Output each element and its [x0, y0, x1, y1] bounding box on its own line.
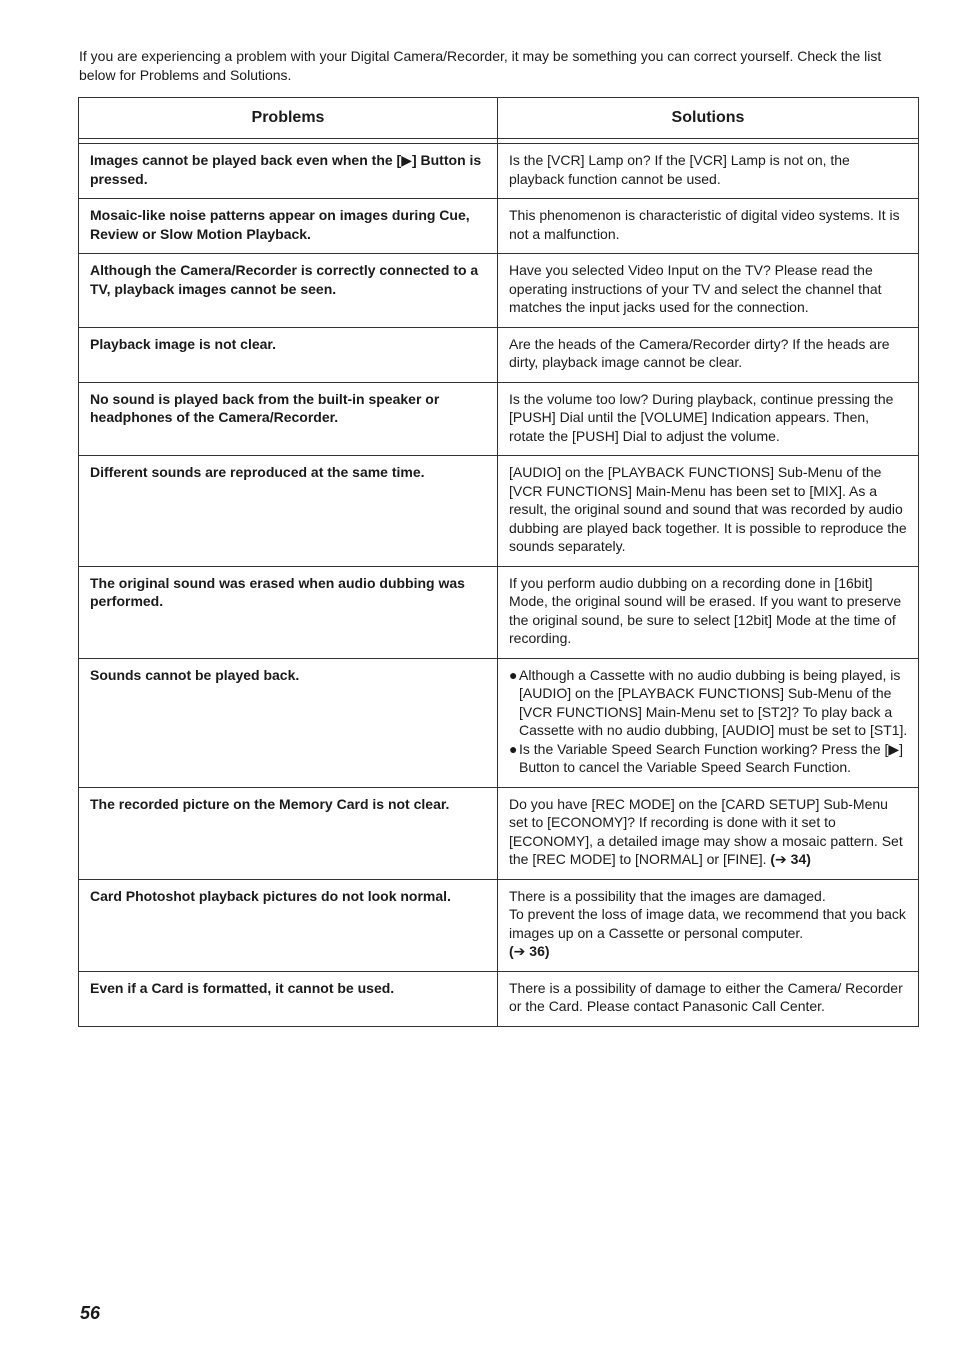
solution-cell: [AUDIO] on the [PLAYBACK FUNCTIONS] Sub-Menu of the [VCR FUNCTIONS] Main-Menu has been set to [MIX]. As a result, the original sound and sound that was recorded by audio dubbing are played back together. It is possible to reproduce the sounds separately. — [498, 456, 919, 567]
solution-cell — [498, 879, 919, 971]
solution-text: There is a possibility that the images are damaged. — [509, 887, 826, 904]
problems-solutions-table — [78, 97, 919, 1027]
table-row — [79, 658, 919, 787]
solution-bullet-item — [509, 666, 908, 740]
solution-cell: There is a possibility of damage to either the Camera/ Recorder or the Card. Please contact Panasonic Call Center. — [498, 971, 919, 1026]
table-row — [79, 254, 919, 328]
solution-cell: Have you selected Video Input on the TV? Please read the operating instructions of your TV and select the channel that matches the input jacks used for the connection. — [498, 254, 919, 328]
table-row — [79, 566, 919, 658]
problems-header: Problems — [79, 98, 498, 139]
table-row — [79, 199, 919, 254]
problem-cell: Mosaic-like noise patterns appear on images during Cue, Review or Slow Motion Playback. — [79, 199, 498, 254]
problem-cell: Sounds cannot be played back. — [79, 658, 498, 787]
problem-cell: Playback image is not clear. — [79, 327, 498, 382]
page-reference: (➔ 36) — [509, 943, 550, 959]
problem-cell: Card Photoshot playback pictures do not look normal. — [79, 879, 498, 971]
problem-cell: The recorded picture on the Memory Card is not clear. — [79, 787, 498, 879]
solution-cell: Are the heads of the Camera/Recorder dirty? If the heads are dirty, playback image cannot be clear. — [498, 327, 919, 382]
solution-cell: If you perform audio dubbing on a recording done in [16bit] Mode, the original sound will be erased. If you want to preserve the original sound, be sure to select [12bit] Mode at the time of recording. — [498, 566, 919, 658]
problem-cell: Even if a Card is formatted, it cannot be used. — [79, 971, 498, 1026]
solution-bullet-text: Is the Variable Speed Search Function working? Press the [▶] Button to cancel the Variable Speed Search Function. — [519, 740, 904, 775]
problem-cell: The original sound was erased when audio dubbing was performed. — [79, 566, 498, 658]
bullet-icon: ● — [509, 666, 518, 683]
problem-cell: Images cannot be played back even when the [▶] Button is pressed. — [79, 144, 498, 199]
table-row — [79, 971, 919, 1026]
solution-text: Do you have [REC MODE] on the [CARD SETUP] Sub-Menu set to [ECONOMY]? If recording is done with it set to [ECONOMY], a detailed image may show a mosaic pattern. Set the [REC MODE] to [NORMAL] or [FINE]. — [509, 795, 903, 867]
table-row — [79, 787, 919, 879]
table-row — [79, 327, 919, 382]
intro-paragraph: If you are experiencing a problem with your Digital Camera/Recorder, it may be something you can correct yourself. Check the list below for Problems and Solutions. — [79, 48, 882, 83]
solution-bullet-text: Although a Cassette with no audio dubbing is being played, is [AUDIO] on the [PLAYBACK FUNCTIONS] Sub-Menu of the [VCR FUNCTIONS] Main-Menu set to [ST2]? To play back a Cassette with no audio dubbing, [AUDIO] must be set to [ST1]. — [519, 666, 908, 738]
table-header-row — [79, 98, 919, 139]
solution-bullet-item — [509, 740, 908, 777]
problem-cell: Different sounds are reproduced at the same time. — [79, 456, 498, 567]
solution-cell: This phenomenon is characteristic of digital video systems. It is not a malfunction. — [498, 199, 919, 254]
solution-text: To prevent the loss of image data, we recommend that you back images up on a Cassette or personal computer. — [509, 906, 906, 941]
problem-cell: Although the Camera/Recorder is correctly connected to a TV, playback images cannot be seen. — [79, 254, 498, 328]
page-number: 56 — [80, 1303, 101, 1323]
solution-bullet-list — [509, 666, 908, 777]
problem-cell: No sound is played back from the built-in speaker or headphones of the Camera/Recorder. — [79, 382, 498, 456]
solution-cell: Is the volume too low? During playback, continue pressing the [PUSH] Dial until the [VOLUME] Indication appears. Then, rotate the [PUSH] Dial to adjust the volume. — [498, 382, 919, 456]
table-row — [79, 456, 919, 567]
solution-cell: Is the [VCR] Lamp on? If the [VCR] Lamp is not on, the playback function cannot be used. — [498, 144, 919, 199]
solution-cell — [498, 787, 919, 879]
table-row — [79, 144, 919, 199]
table-row — [79, 879, 919, 971]
page-reference: (➔ 34) — [770, 851, 811, 867]
solution-cell — [498, 658, 919, 787]
solutions-header: Solutions — [498, 98, 919, 139]
bullet-icon: ● — [509, 740, 518, 757]
table-row — [79, 382, 919, 456]
